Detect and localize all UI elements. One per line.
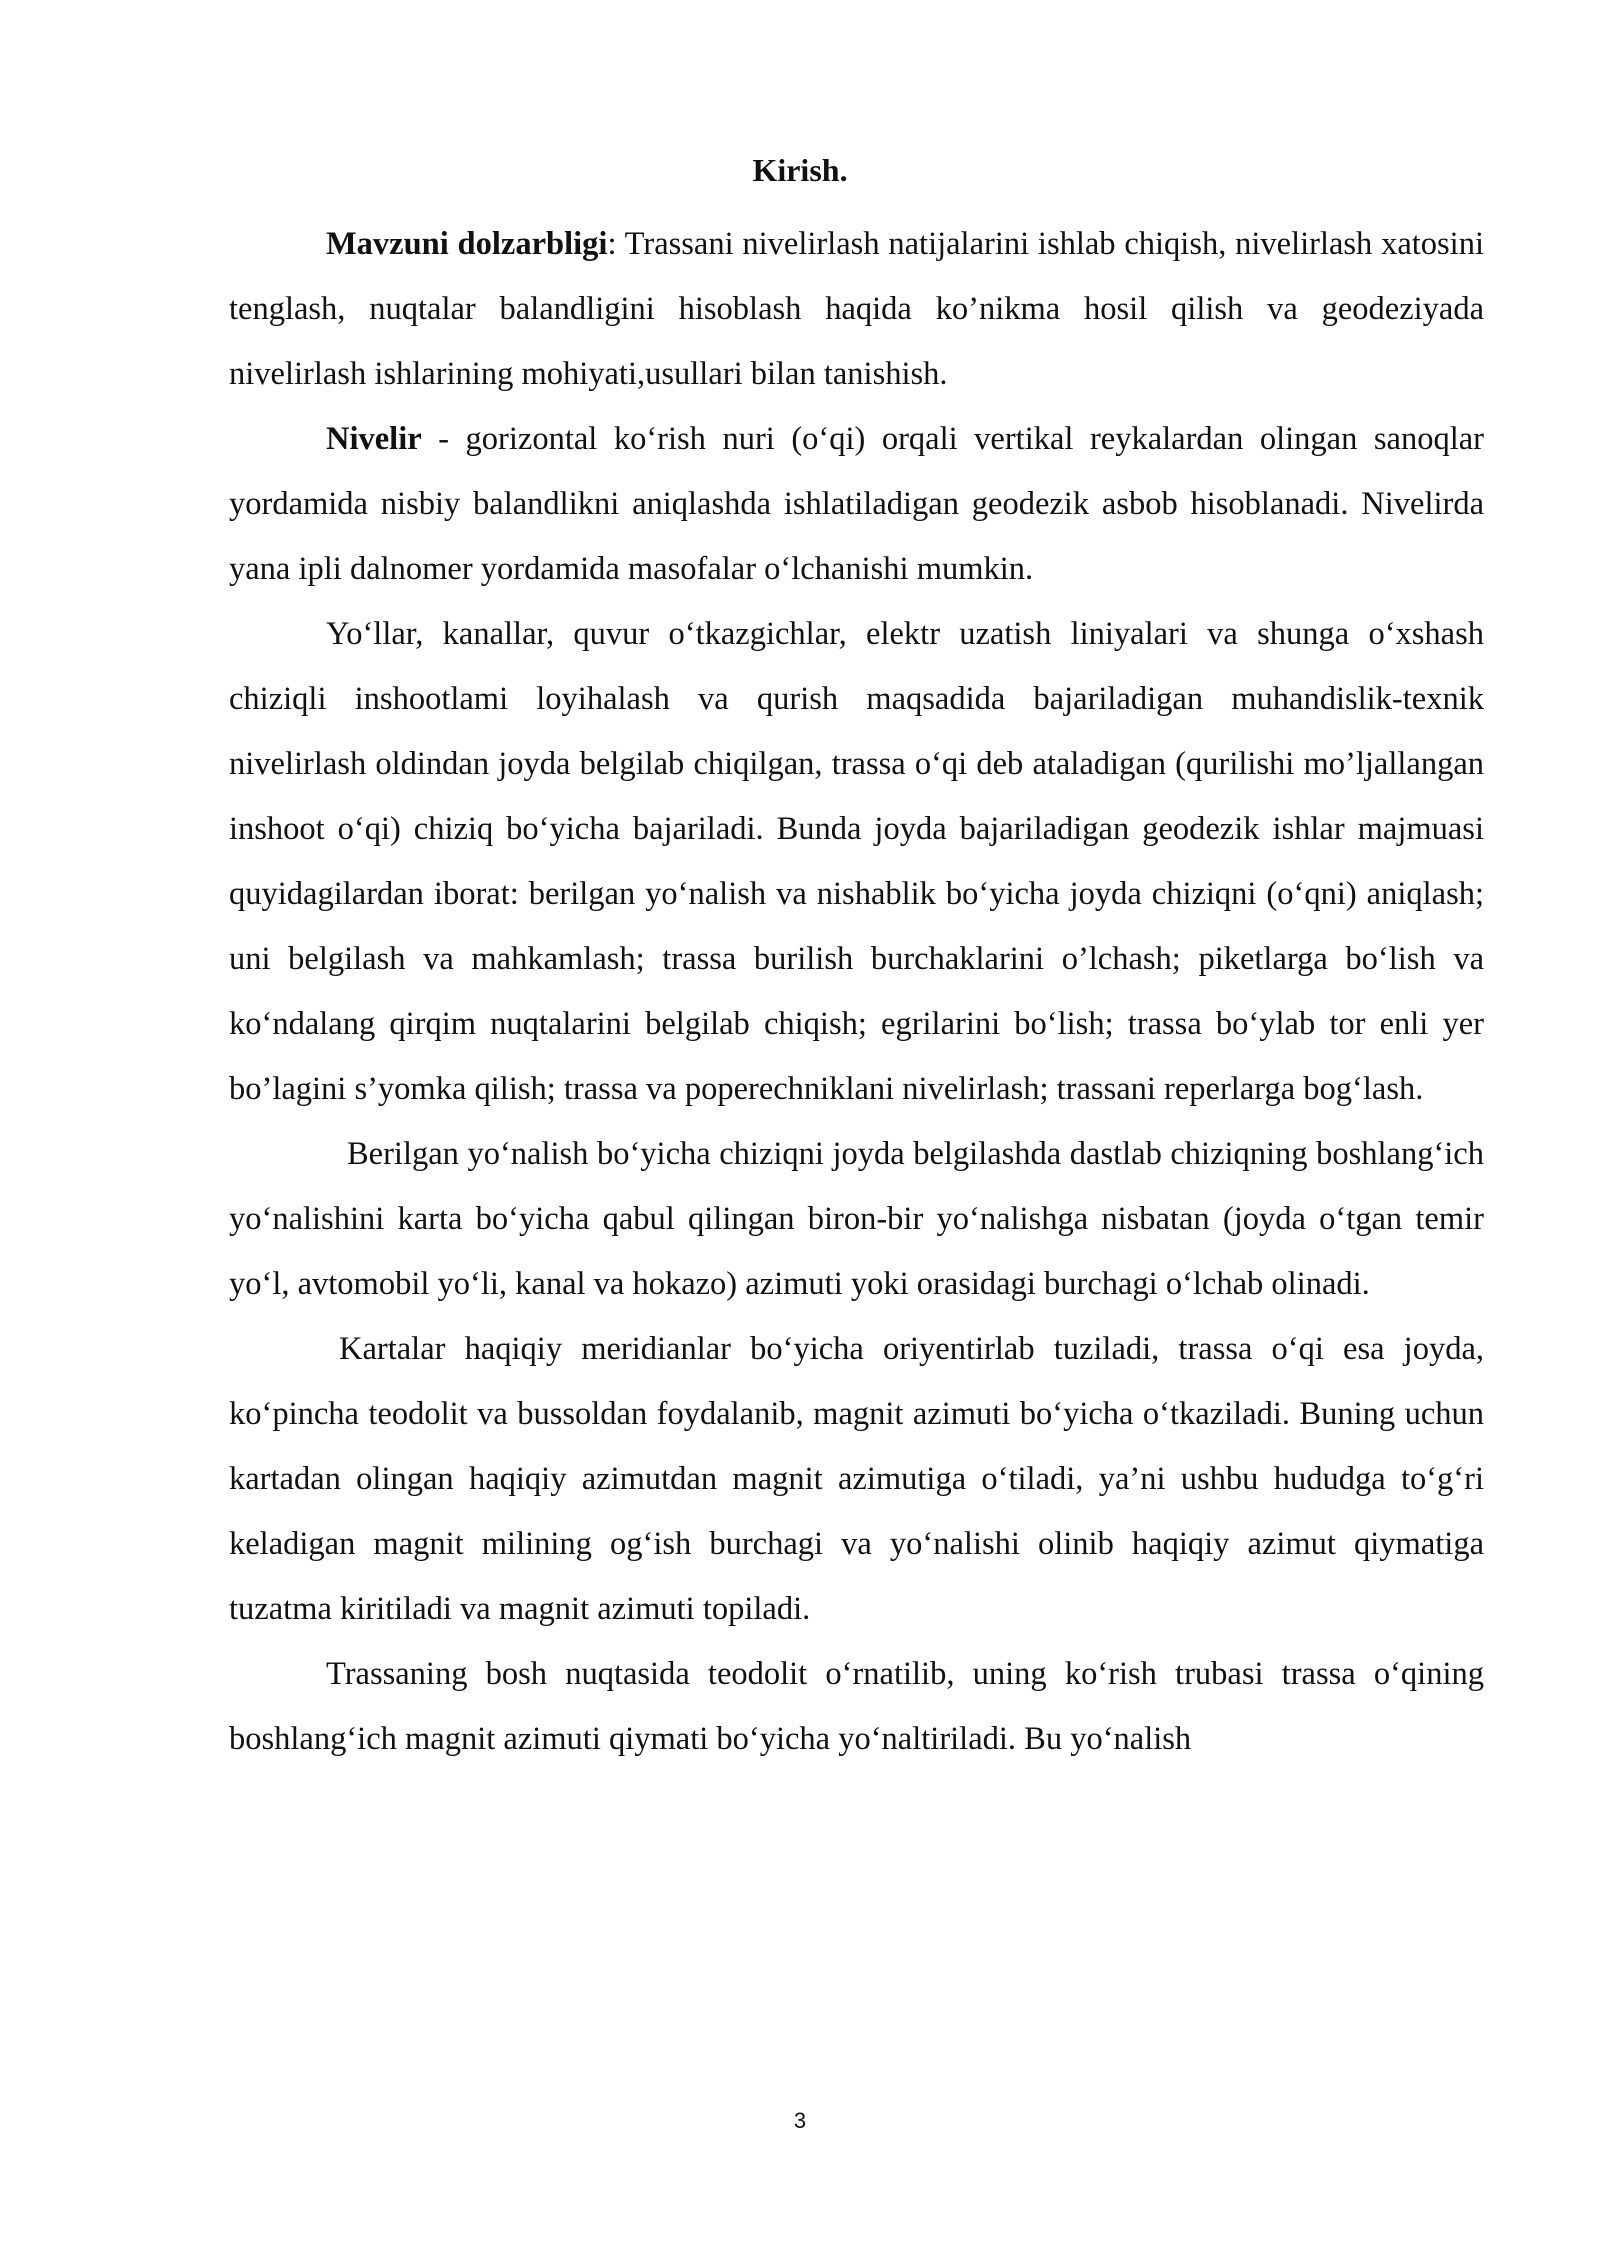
page-title: Kirish. <box>752 152 848 188</box>
paragraph-roads: Yo‘llar, kanallar, quvur o‘tkazgichlar, elektr uzatish liniyalari va shunga o‘xshash chiziqli inshootlami loyihalash va qurish maqsadida bajariladigan muhandislik-texnik nivelirlash oldindan joyda belgilab chiqilgan, trassa o‘qi deb ataladigan (qurilishi mo’ljallangan inshoot o‘qi) chiziq bo‘yicha bajariladi. Bunda joyda bajariladigan geodezik ishlar majmuasi quyidagilardan iborat: berilgan yo‘nalish va nishablik bo‘yicha joyda chiziqni (o‘qni) aniqlash; uni belgilash va mahkamlash; trassa burilish burchaklarini o’lchash; piketlarga bo‘lish va ko‘ndalang qirqim nuqtalarini belgilab chiqish; egrilarini bo‘lish; trassa bo‘ylab tor enli yer bo’lagini s’yomka qilish; trassa va poperechniklani nivelirlash; trassani reperlarga bog‘lash. <box>229 616 1484 1107</box>
paragraph-nivelir <box>229 407 1484 602</box>
paragraph-relevance <box>229 212 1484 407</box>
paragraph-direction: Berilgan yo‘nalish bo‘yicha chiziqni joyda belgilashda dastlab chiziqning boshlang‘ich yo‘nalishini karta bo‘yicha qabul qilingan biron-bir yo‘nalishga nisbatan (joyda o‘tgan temir yo‘l, avtomobil yo‘li, kanal va hokazo) azimuti yoki orasidagi burchagi o‘lchab olinadi. <box>229 1136 1484 1302</box>
page-number: 3 <box>793 2108 807 2133</box>
body-text <box>229 212 1484 1772</box>
paragraph-lead: Mavzuni dolzarbligi <box>326 226 608 262</box>
paragraph-maps: Kartalar haqiqiy meridianlar bo‘yicha oriyentirlab tuziladi, trassa o‘qi esa joyda, ko‘pincha teodolit va bussoldan foydalanib, magnit azimuti bo‘yicha o‘tkaziladi. Buning uchun kartadan olingan haqiqiy azimutdan magnit azimutiga o‘tiladi, ya’ni ushbu hududga to‘g‘ri keladigan magnit milining og‘ish burchagi va yo‘nalishi olinib haqiqiy azimut qiymatiga tuzatma kiritiladi va magnit azimuti topiladi. <box>229 1331 1484 1627</box>
paragraph-lead: Nivelir <box>326 421 422 457</box>
paragraph-text: - gorizontal ko‘rish nuri (o‘qi) orqali vertikal reykalardan olingan sanoqlar yordamida nisbiy balandlikni aniqlashda ishlatiladigan geodezik asbob hisoblanadi. Nivelirda yana ipli dalnomer yordamida masofalar o‘lchanishi mumkin. <box>229 421 1484 587</box>
paragraph-text: : Trassani nivelirlash natijalarini ishlab chiqish, nivelirlash xatosini tenglash, nuqtalar balandligini hisoblash haqida ko’nikma hosil qilish va geodeziyada nivelirlash ishlarining mohiyati,usullari bilan tanishish. <box>229 226 1484 392</box>
paragraph-trassa-start: Trassaning bosh nuqtasida teodolit o‘rnatilib, uning ko‘rish trubasi trassa o‘qining boshlang‘ich magnit azimuti qiymati bo‘yicha yo‘naltiriladi. Bu yo‘nalish <box>229 1656 1484 1757</box>
